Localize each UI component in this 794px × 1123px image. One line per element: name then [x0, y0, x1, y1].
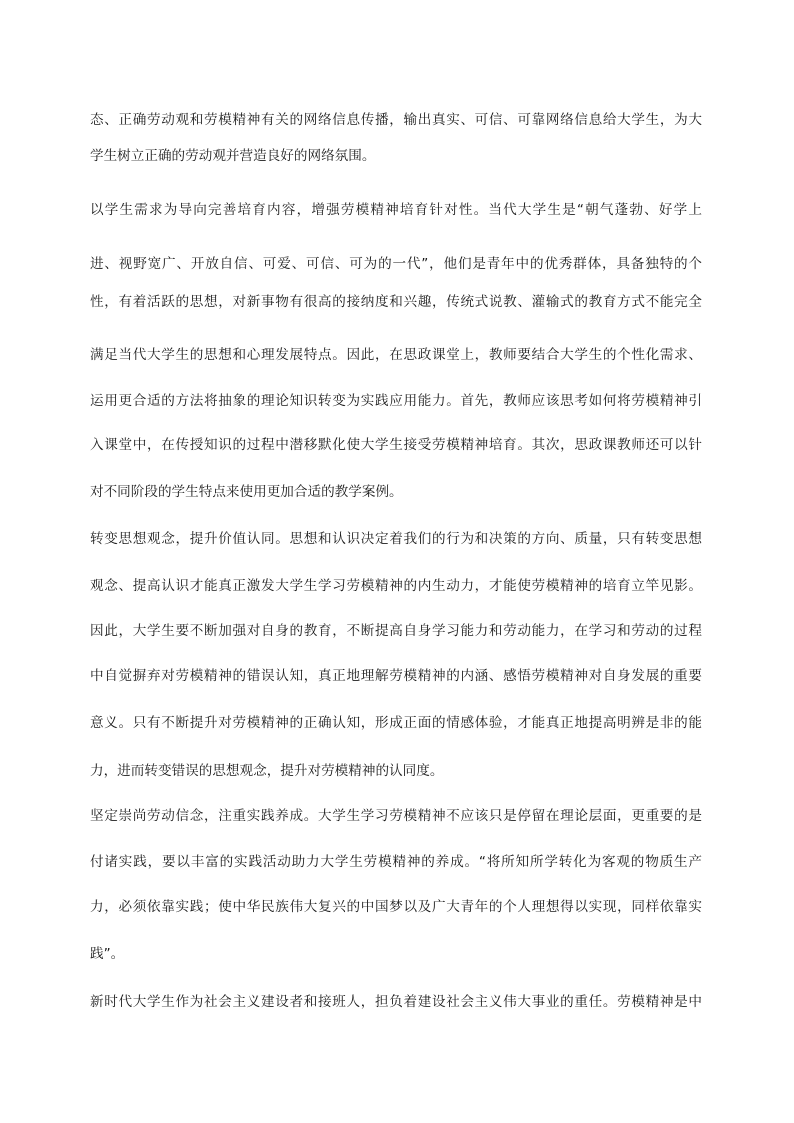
body-text-line: 学生树立正确的劳动观并营造良好的网络氛围。: [90, 148, 376, 164]
body-text-line: 践”。: [90, 946, 125, 962]
body-text-line: 因此，大学生要不断加强对自身的教育，不断提高自身学习能力和劳动能力，在学习和劳动的过程: [90, 623, 702, 639]
body-text-line: 力，进而转变错误的思想观念，提升对劳模精神的认同度。: [90, 763, 444, 779]
body-text-line: 态、正确劳动观和劳模精神有关的网络信息传播，输出真实、可信、可靠网络信息给大学生，为大: [90, 112, 702, 128]
body-text-line: 观念、提高认识才能真正激发大学生学习劳模精神的内生动力，才能使劳模精神的培育立竿见影。: [90, 578, 702, 594]
body-text-line: 中自觉摒弃对劳模精神的错误认知，真正地理解劳模精神的内涵、感悟劳模精神对自身发展的重要: [90, 668, 702, 684]
body-text-line: 运用更合适的方法将抽象的理论知识转变为实践应用能力。首先，教师应该思考如何将劳模精神引: [90, 393, 702, 409]
body-text-line: 以学生需求为导向完善培育内容，增强劳模精神培育针对性。当代大学生是“朝气蓬勃、好学上: [90, 202, 702, 218]
body-text-line: 入课堂中，在传授知识的过程中潜移默化使大学生接受劳模精神培育。其次，思政课教师还可以针: [90, 437, 702, 453]
body-text-line: 坚定崇尚劳动信念，注重实践养成。大学生学习劳模精神不应该只是停留在理论层面，更重要的是: [90, 808, 702, 824]
body-text-line: 满足当代大学生的思想和心理发展特点。因此，在思政课堂上，教师要结合大学生的个性化需求、: [90, 347, 702, 363]
body-text-line: 意义。只有不断提升对劳模精神的正确认知，形成正面的情感体验，才能真正地提高明辨是非的能: [90, 715, 702, 731]
body-text-line: 性，有着活跃的思想，对新事物有很高的接纳度和兴趣，传统式说教、灌输式的教育方式不能完全: [90, 294, 702, 310]
body-text-line: 进、视野宽广、开放自信、可爱、可信、可为的一代”，他们是青年中的优秀群体，具备独特的个: [90, 256, 702, 272]
body-text-line: 付诸实践，要以丰富的实践活动助力大学生劳模精神的养成。“将所知所学转化为客观的物质生产: [90, 854, 702, 870]
body-text-line: 对不同阶段的学生特点来使用更加合适的教学案例。: [90, 484, 403, 500]
body-text-line: 力，必须依靠实践；使中华民族伟大复兴的中国梦以及广大青年的个人理想得以实现，同样依靠实: [90, 899, 702, 915]
body-text-line: 转变思想观念，提升价值认同。思想和认识决定着我们的行为和决策的方向、质量，只有转变思想: [90, 531, 702, 547]
body-text-line: 新时代大学生作为社会主义建设者和接班人，担负着建设社会主义伟大事业的重任。劳模精神是中: [90, 994, 702, 1010]
